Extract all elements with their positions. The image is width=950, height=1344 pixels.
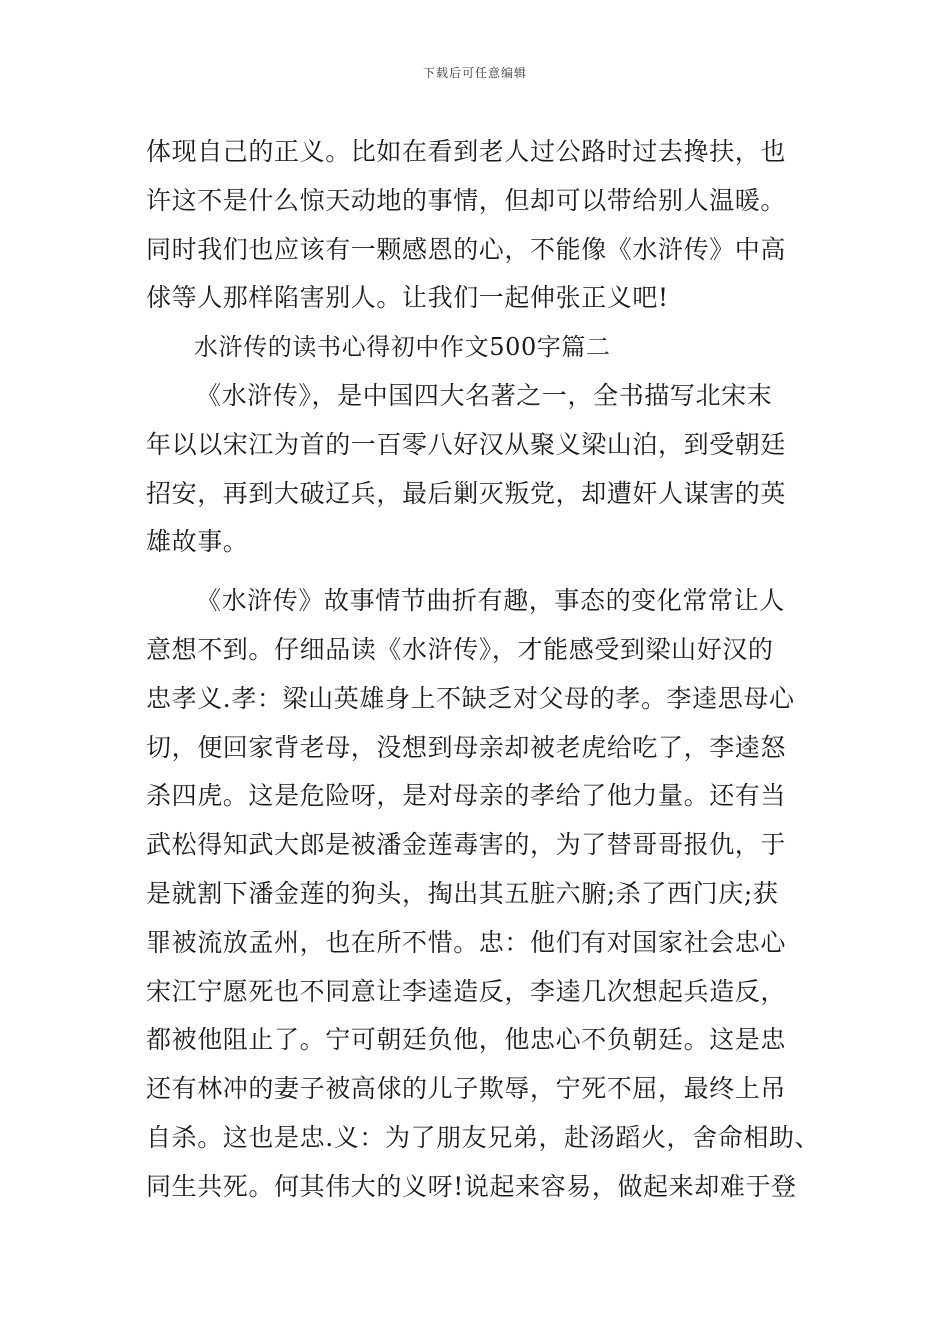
paragraph-line: 杀四虎。这是危险呀，是对母亲的孝给了他力量。还有当 bbox=[146, 781, 787, 811]
paragraph-line: 是就割下潘金莲的狗头，掏出其五脏六腑;杀了西门庆;获 bbox=[146, 878, 779, 908]
paragraph-line: 《水浒传》，是中国四大名著之一，全书描写北宋末 bbox=[196, 380, 773, 410]
paragraph-line: 《水浒传》故事情节曲折有趣，事态的变化常常让人 bbox=[196, 586, 785, 616]
paragraph-line: 罪被流放孟州，也在所不惜。忠：他们有对国家社会忠心 bbox=[146, 927, 787, 957]
paragraph-line: 年以以宋江为首的一百零八好汉从聚义梁山泊，到受朝廷 bbox=[146, 429, 787, 459]
paragraph-line: 许这不是什么惊天动地的事情，但却可以带给别人温暖。 bbox=[146, 185, 787, 215]
paragraph-gap bbox=[146, 567, 814, 577]
page-header: 下载后可任意编辑 bbox=[422, 66, 527, 80]
document-body bbox=[146, 128, 821, 1212]
paragraph-line: 意想不到。仔细品读《水浒传》，才能感受到梁山好汉的 bbox=[146, 634, 774, 664]
paragraph-line: 忠孝义.孝：梁山英雄身上不缺乏对父母的孝。李逵思母心 bbox=[146, 683, 795, 713]
paragraph-line: 体现自己的正义。比如在看到老人过公路时过去搀扶，也 bbox=[146, 137, 787, 166]
paragraph-line: 同生共死。何其伟大的义呀!说起来容易，做起来却难于登 bbox=[146, 1171, 797, 1201]
paragraph-line: 还有林冲的妻子被高俅的儿子欺辱，宁死不屈，最终上吊 bbox=[146, 1074, 787, 1104]
paragraph-line: 武松得知武大郎是被潘金莲毒害的，为了替哥哥报仇，于 bbox=[146, 830, 787, 860]
paragraph-line: 切，便回家背老母，没想到母亲却被老虎给吃了，李逵怒 bbox=[146, 732, 787, 762]
paragraph-line: 同时我们也应该有一颗感恩的心，不能像《水浒传》中高 bbox=[146, 234, 787, 264]
paragraph-line: 宋江宁愿死也不同意让李逵造反，李逵几次想起兵造反， bbox=[146, 976, 787, 1006]
paragraph-line: 俅等人那样陷害别人。让我们一起伸张正义吧! bbox=[146, 283, 669, 313]
paragraph-line: 都被他阻止了。宁可朝廷负他，他忠心不负朝廷。这是忠 bbox=[146, 1025, 787, 1055]
paragraph-line: 招安，再到大破辽兵，最后剿灭叛党，却遭奸人谋害的英 bbox=[146, 478, 787, 508]
section-heading: 水浒传的读书心得初中作文500字篇二 bbox=[194, 333, 611, 362]
paragraph-line: 自杀。这也是忠.义：为了朋友兄弟，赴汤蹈火，舍命相助、 bbox=[146, 1122, 821, 1152]
paragraph-line: 雄故事。 bbox=[146, 527, 249, 557]
